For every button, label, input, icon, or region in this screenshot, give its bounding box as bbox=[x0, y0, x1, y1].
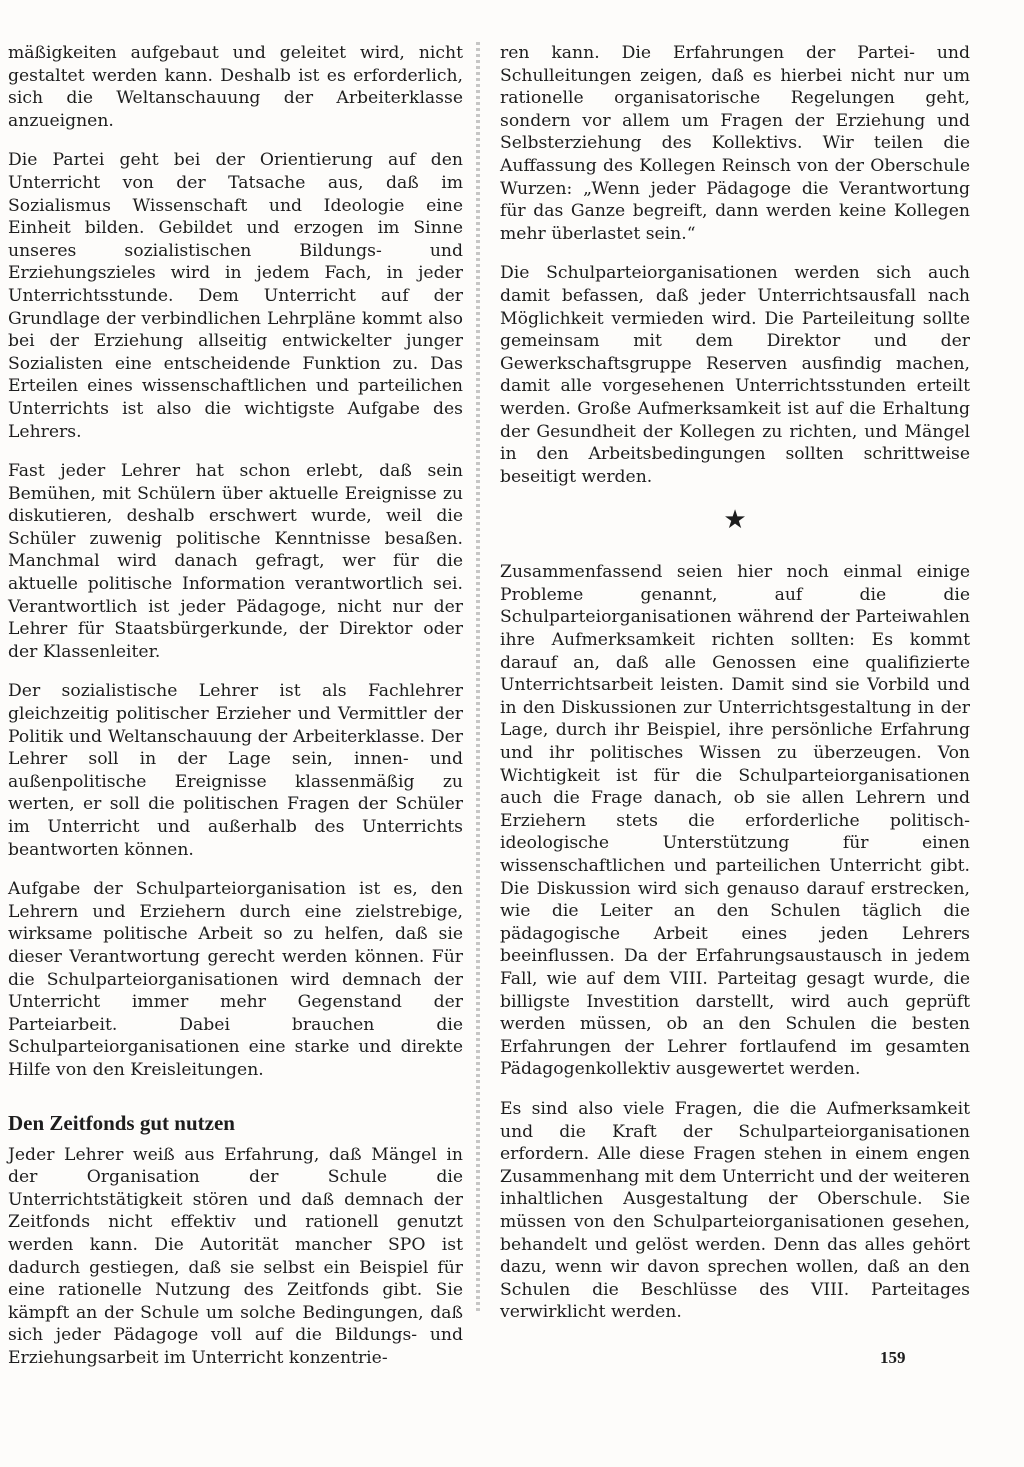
page-number: 159 bbox=[880, 1348, 906, 1367]
paragraph: Es sind also viele Fragen, die die Aufmerksamkeit und die Kraft der Schulparteiorganisationen erfordern. Alle diese Fragen stehen in einem engen Zusammenhang mit dem Unterricht und der weiteren inhaltlichen Ausgestaltung der Oberschule. Sie müssen von den Schulparteiorganisationen gesehen, behandelt und gelöst werden. Denn das alles gehört dazu, wenn wir davon sprechen wollen, daß an den Schulen die Beschlüsse des VIII. Parteitages verwirklicht werden. bbox=[500, 1098, 970, 1323]
paragraph: Der sozialistische Lehrer ist als Fachlehrer gleichzeitig politischer Erzieher und Vermittler der Politik und Weltanschauung der Arbeiterklasse. Der Lehrer soll in der Lage sein, innen- und außenpolitische Ereignisse klassenmäßig zu werten, er soll die politischen Fragen der Schüler im Unterricht und außerhalb des Unterrichts beantworten können. bbox=[8, 681, 463, 860]
paragraph: Jeder Lehrer weiß aus Erfahrung, daß Mängel in der Organisation der Schule die Unterrichtstätigkeit stören und daß demnach der Zeitfonds nicht effektiv und rationell genutzt werden kann. Die Autorität mancher SPO ist dadurch gestiegen, daß sie selbst ein Beispiel für eine rationelle Nutzung des Zeitfonds gibt. Sie kämpft an der Schule um solche Bedingungen, daß sich jeder Pädagoge voll auf die Bildungs- und Erziehungsarbeit im Unterricht konzentrie- bbox=[8, 1144, 463, 1368]
section-heading: Den Zeitfonds gut nutzen bbox=[8, 1110, 235, 1135]
column-divider bbox=[476, 42, 480, 1312]
paragraph: Zusammenfassend seien hier noch einmal einige Probleme genannt, auf die die Schulparteiorganisationen während der Parteiwahlen ihre Aufmerksamkeit richten sollten: Es kommt darauf an, daß alle Genossen eine qualifizierte Unterrichtsarbeit leisten. Damit sind sie Vorbild und in den Diskussionen zur Unterrichtsgestaltung in der Lage, durch ihr Beispiel, ihre persönliche Erfahrung und ihr politisches Wissen zu überzeugen. Von Wichtigkeit ist für die Schulparteiorganisationen auch die Frage danach, ob sie allen Lehrern und Erziehern stets die erforderliche politisch-ideologische Unterstützung für einen wissenschaftlichen und parteilichen Unterricht gibt. Die Diskussion wird sich genauso darauf erstrecken, wie die Leiter an den Schulen täglich die pädagogische Arbeit eines jeden Lehrers beeinflussen. Da der Erfahrungsaustausch in jedem Fall, wie auf dem VIII. Parteitag gesagt wurde, die billigste Investition darstellt, wird auch geprüft werden müssen, ob an den Schulen die besten Erfahrungen der Lehrer fortlaufend im gesamten Pädagogenkollektiv ausgewertet werden. bbox=[500, 562, 970, 1080]
paragraph: Die Schulparteiorganisationen werden sich auch damit befassen, daß jeder Unterrichtsausfall nach Möglichkeit vermieden wird. Die Parteileitung sollte gemeinsam mit dem Direktor und der Gewerkschaftsgruppe Reserven ausfindig machen, damit alle vorgesehenen Unterrichtsstunden erteilt werden. Große Aufmerksamkeit ist auf die Erhaltung der Gesundheit der Kollegen zu richten, und Mängel in den Arbeitsbedingungen sollten schrittweise beseitigt werden. bbox=[500, 263, 970, 487]
star-separator-icon: ★ bbox=[723, 505, 747, 536]
paragraph: ren kann. Die Erfahrungen der Partei- und Schulleitungen zeigen, daß es hierbei nicht nur um rationelle organisatorische Regelungen geht, sondern vor allem um Fragen der Erziehung und Selbsterziehung des Kollektivs. Wir teilen die Auffassung des Kollegen Reinsch von der Oberschule Wurzen: „Wenn jeder Pädagoge die Verantwortung für das Ganze begreift, dann werden keine Kollegen mehr überlastet sein.“ bbox=[500, 43, 970, 244]
paragraph: Die Partei geht bei der Orientierung auf den Unterricht von der Tatsache aus, daß im Sozialismus Wissenschaft und Ideologie eine Einheit bilden. Gebildet und erzogen im Sinne unseres sozialistischen Bildungs- und Erziehungszieles wird in jedem Fach, in jeder Unterrichtsstunde. Dem Unterricht auf der Grundlage der verbindlichen Lehrpläne kommt also bei der Erziehung allseitig entwickelter junger Sozialisten eine entscheidende Funktion zu. Das Erteilen eines wissenschaftlichen und parteilichen Unterrichts ist also die wichtigste Aufgabe des Lehrers. bbox=[8, 150, 463, 442]
paragraph: Fast jeder Lehrer hat schon erlebt, daß sein Bemühen, mit Schülern über aktuelle Ereignisse zu diskutieren, deshalb erschwert wurde, weil die Schüler zuwenig politische Kenntnisse besaßen. Manchmal wird danach gefragt, wer für die aktuelle politische Information verantwortlich sei. Verantwortlich ist jeder Pädagoge, nicht nur der Lehrer für Staatsbürgerkunde, der Direktor oder der Klassenleiter. bbox=[8, 461, 463, 662]
paragraph: mäßigkeiten aufgebaut und geleitet wird, nicht gestaltet werden kann. Deshalb ist es erforderlich, sich die Weltanschauung der Arbeiterklasse anzueignen. bbox=[8, 43, 463, 131]
left-column bbox=[8, 42, 463, 1386]
paragraph: Aufgabe der Schulparteiorganisation ist es, den Lehrern und Erziehern durch eine zielstrebige, wirksame politische Arbeit so zu helfen, daß sie dieser Verantwortung gerecht werden können. Für die Schulparteiorganisationen wird demnach der Unterricht immer mehr Gegenstand der Parteiarbeit. Dabei brauchen die Schulparteiorganisationen eine starke und direkte Hilfe von den Kreisleitungen. bbox=[8, 879, 463, 1080]
right-column bbox=[500, 42, 970, 1341]
